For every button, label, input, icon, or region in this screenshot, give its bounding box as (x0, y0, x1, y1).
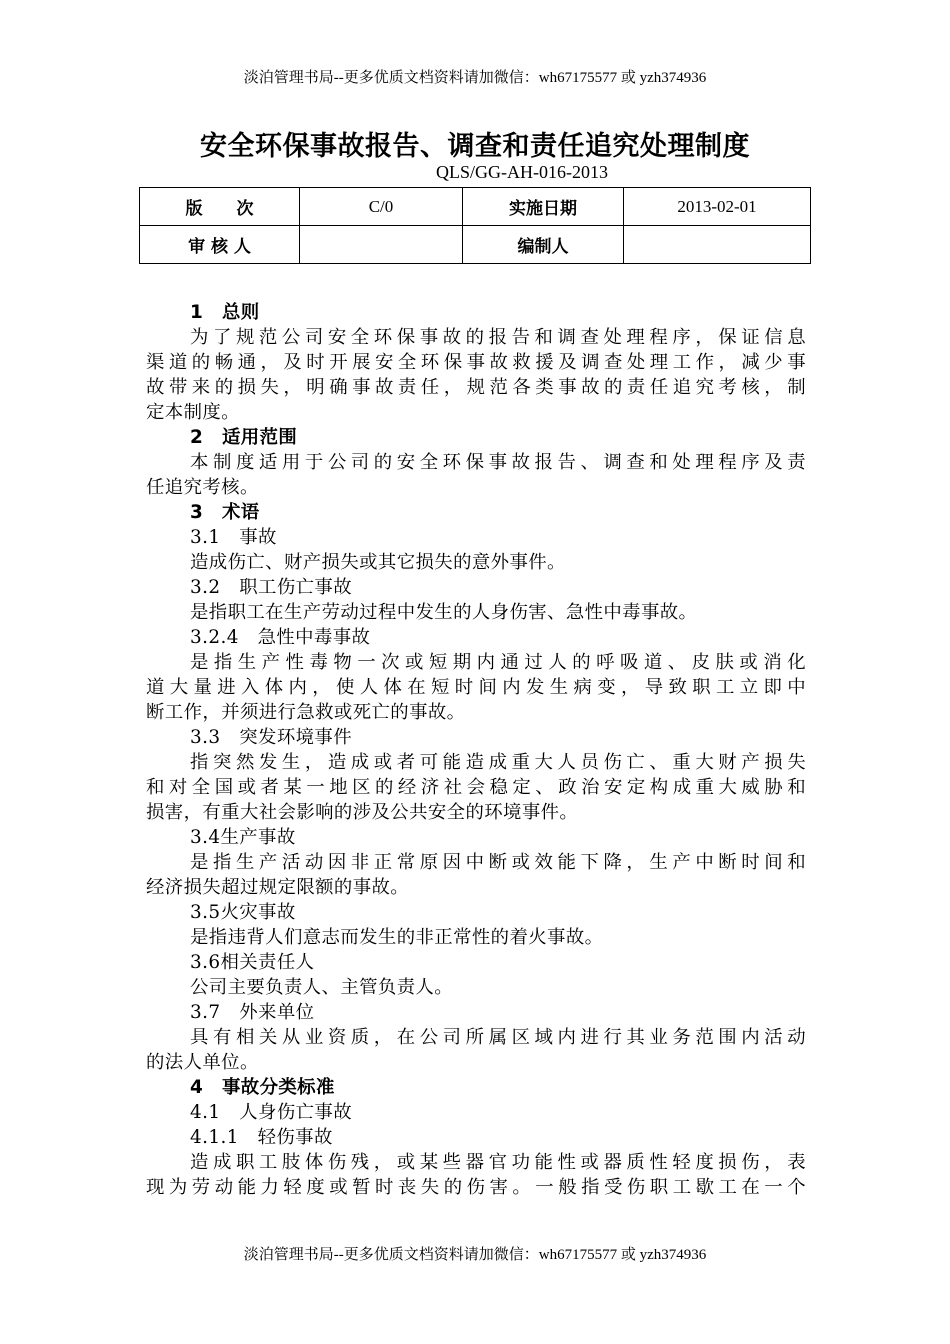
author-value (624, 226, 811, 264)
body-line: 的法人单位。 (146, 1052, 259, 1073)
subsection-heading: 3.3 突发环境事件 (190, 727, 352, 748)
reviewer-value (300, 226, 463, 264)
document-meta-table (139, 187, 811, 264)
meta-row-version (140, 188, 811, 226)
subsection-heading: 3.4生产事故 (190, 827, 296, 848)
subsection-heading: 3.6相关责任人 (190, 952, 315, 973)
date-value: 2013-02-01 (624, 188, 811, 226)
body-line: 造成职工肢体伤残，或某些器官功能性或器质性轻度损伤，表 (190, 1152, 806, 1173)
body-line: 是指违背人们意志而发生的非正常性的着火事故。 (190, 927, 604, 948)
version-value: C/0 (300, 188, 463, 226)
body-line: 损害，有重大社会影响的涉及公共安全的环境事件。 (146, 802, 579, 823)
section-heading: 1 总则 (190, 302, 260, 323)
document-title: 安全环保事故报告、调查和责任追究处理制度 (200, 131, 750, 162)
page-header-note: 淡泊管理书局--更多优质文档资料请加微信：wh67175577 或 yzh374936 (243, 70, 707, 86)
body-line: 任追究考核。 (146, 477, 259, 498)
body-line: 是指生产活动因非正常原因中断或效能下降，生产中断时间和 (190, 852, 806, 873)
author-label: 编制人 (463, 226, 624, 264)
subsection-heading: 3.5火灾事故 (190, 902, 296, 923)
page-footer-note: 淡泊管理书局--更多优质文档资料请加微信：wh67175577 或 yzh374936 (243, 1247, 707, 1263)
subsection-heading: 3.2 职工伤亡事故 (190, 577, 352, 598)
subsection-heading: 3.7 外来单位 (190, 1002, 315, 1023)
body-line: 定本制度。 (146, 402, 240, 423)
version-label: 版 次 (140, 188, 300, 226)
subsection-heading: 4.1.1 轻伤事故 (190, 1127, 333, 1148)
body-line: 和对全国或者某一地区的经济社会稳定、政治安定构成重大威胁和 (146, 777, 806, 798)
body-line: 造成伤亡、财产损失或其它损失的意外事件。 (190, 552, 566, 573)
body-line: 经济损失超过规定限额的事故。 (146, 877, 410, 898)
body-line: 是指职工在生产劳动过程中发生的人身伤害、急性中毒事故。 (190, 602, 698, 623)
body-line: 为了规范公司安全环保事故的报告和调查处理程序，保证信息 (190, 327, 806, 348)
document-code: QLS/GG-AH-016-2013 (436, 162, 608, 182)
section-heading: 4 事故分类标准 (190, 1077, 335, 1098)
body-line: 现为劳动能力轻度或暂时丧失的伤害。一般指受伤职工歇工在一个 (146, 1177, 806, 1198)
body-line: 故带来的损失，明确事故责任，规范各类事故的责任追究考核，制 (146, 377, 806, 398)
subsection-heading: 3.2.4 急性中毒事故 (190, 627, 371, 648)
section-heading: 3 术语 (190, 502, 260, 523)
body-line: 道大量进入体内，使人体在短时间内发生病变，导致职工立即中 (146, 677, 806, 698)
meta-row-review (140, 226, 811, 264)
body-line: 指突然发生，造成或者可能造成重大人员伤亡、重大财产损失 (190, 752, 806, 773)
body-line: 渠道的畅通，及时开展安全环保事故救援及调查处理工作，减少事 (146, 352, 806, 373)
subsection-heading: 3.1 事故 (190, 527, 277, 548)
body-line: 是指生产性毒物一次或短期内通过人的呼吸道、皮肤或消化 (190, 652, 806, 673)
body-line: 公司主要负责人、主管负责人。 (190, 977, 454, 998)
document-body (146, 300, 806, 1200)
body-line: 断工作，并须进行急救或死亡的事故。 (146, 702, 466, 723)
date-label: 实施日期 (463, 188, 624, 226)
subsection-heading: 4.1 人身伤亡事故 (190, 1102, 352, 1123)
reviewer-label: 审 核 人 (140, 226, 300, 264)
body-line: 具有相关从业资质，在公司所属区域内进行其业务范围内活动 (190, 1027, 806, 1048)
body-line: 本制度适用于公司的安全环保事故报告、调查和处理程序及责 (190, 452, 806, 473)
section-heading: 2 适用范围 (190, 427, 298, 448)
